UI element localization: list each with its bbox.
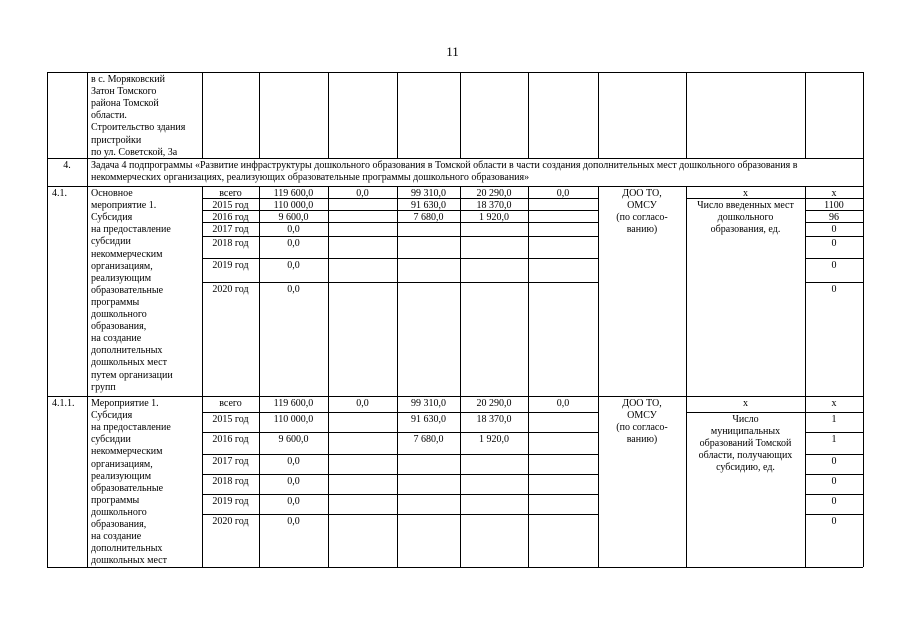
row-divider	[202, 474, 598, 475]
section-name-line: Субсидия	[91, 212, 133, 224]
other-cell: 0,0	[556, 398, 570, 409]
total-cell: 0,0	[287, 238, 300, 249]
period-cell: 2019 год	[212, 496, 249, 507]
executor-line: ДОО ТО,	[622, 188, 662, 199]
period-cell: 2016 год	[212, 212, 249, 223]
section-name-line: на создание	[91, 333, 142, 345]
period-cell: всего	[219, 188, 242, 199]
grid-line	[528, 186, 529, 396]
section-top	[47, 186, 863, 187]
section-name-line: групп	[91, 381, 116, 393]
value-cell: 0	[831, 260, 837, 271]
grid-line	[87, 396, 88, 567]
section-name-line: субсидии	[91, 434, 131, 446]
local-cell: 18 370,0	[476, 200, 512, 211]
section-name-line: Основное	[91, 188, 133, 199]
executor-line: ванию)	[626, 434, 658, 446]
top-row-text: пристройки	[91, 134, 142, 146]
grid-line	[328, 186, 329, 396]
grid-line	[397, 72, 398, 158]
executor-line: (по согласо-	[616, 422, 668, 434]
local-cell: 1 920,0	[479, 212, 509, 223]
grid-line	[686, 72, 687, 158]
section-name-line: образовательные	[91, 482, 164, 494]
top-row-text: района Томской	[91, 98, 159, 110]
period-cell: 2018 год	[212, 238, 249, 249]
grid-line	[863, 186, 864, 396]
section-name-line: дошкольных мест	[91, 555, 167, 567]
grid-line	[87, 158, 88, 186]
section-name-line: реализующим	[91, 470, 152, 482]
total-cell: 9 600,0	[278, 212, 309, 223]
value-cell: 1	[831, 434, 837, 445]
total-cell: 110 000,0	[273, 200, 314, 211]
row-divider	[202, 282, 598, 283]
period-cell: 2016 год	[212, 434, 249, 445]
section-name-line: Субсидия	[91, 410, 133, 422]
executor-line: ОМСУ	[627, 410, 657, 422]
grid-line	[863, 396, 864, 567]
section-name-line: некоммерческим	[91, 248, 163, 260]
value-cell: 1100	[824, 200, 844, 211]
section-name-line: дополнительных	[91, 345, 163, 357]
row-divider	[805, 236, 863, 237]
task-row-top	[47, 158, 863, 159]
grid-line	[863, 72, 864, 158]
row-divider	[202, 454, 598, 455]
total-cell: 0,0	[287, 476, 300, 487]
executor-line: ДОО ТО,	[622, 398, 662, 409]
executor-line: ванию)	[626, 224, 658, 236]
regional-cell: 91 630,0	[411, 200, 446, 211]
section-name-line: реализующим	[91, 272, 152, 284]
section-name-line: образовательные	[91, 284, 164, 296]
regional-cell: 7 680,0	[413, 434, 444, 445]
section-name-line: организациям,	[91, 458, 153, 470]
section-number: 4.1.	[52, 188, 67, 199]
grid-line	[47, 186, 48, 396]
grid-line	[528, 72, 529, 158]
grid-line	[259, 72, 260, 158]
federal-cell: 0,0	[356, 188, 369, 199]
section-name-line: на предоставление	[91, 224, 171, 236]
row-divider	[805, 258, 863, 259]
row-divider	[805, 282, 863, 283]
section-name-line: образования,	[91, 321, 147, 333]
period-cell: 2018 год	[212, 476, 249, 487]
regional-cell: 7 680,0	[413, 212, 444, 223]
top-row-text: в с. Моряковский	[91, 74, 165, 85]
row-divider	[805, 474, 863, 475]
top-row-text: по ул. Советской, 3а	[91, 146, 178, 158]
total-cell: 119 600,0	[273, 398, 314, 409]
regional-cell: 91 630,0	[411, 414, 446, 425]
section-name-line: путем организации	[91, 369, 173, 381]
row-divider	[805, 432, 863, 433]
section-name-line: некоммерческим	[91, 446, 163, 458]
grid-line	[47, 396, 48, 567]
total-cell: 0,0	[287, 516, 300, 527]
value-cell: 0	[831, 496, 837, 507]
local-cell: 18 370,0	[476, 414, 512, 425]
period-cell: 2019 год	[212, 260, 249, 271]
local-cell: 20 290,0	[476, 188, 512, 199]
value-cell: х	[831, 398, 837, 409]
row-divider	[805, 514, 863, 515]
section-name-line: программы	[91, 296, 140, 308]
row-divider	[202, 236, 598, 237]
value-cell: 0	[831, 238, 837, 249]
section-name-line: дошкольного	[91, 506, 147, 518]
task-number: 4.	[63, 160, 71, 171]
row-divider	[202, 412, 598, 413]
section-name-line: на создание	[91, 531, 142, 543]
row-divider	[805, 494, 863, 495]
total-cell: 0,0	[287, 224, 300, 235]
indicator-line: дошкольного	[717, 212, 774, 224]
row-divider	[202, 258, 598, 259]
value-cell: 1	[831, 414, 837, 425]
section-name-line: программы	[91, 494, 140, 506]
grid-line	[202, 72, 203, 158]
task-title-line: Задача 4 подпрограммы «Развитие инфраструктуры дошкольного образования в Томской области в части создания дополнительных мест дошкольного образования в	[91, 160, 798, 171]
period-cell: 2015 год	[212, 200, 249, 211]
section-name-line: дошкольных мест	[91, 357, 167, 369]
indicator-head: х	[743, 398, 748, 409]
bottom-border	[47, 567, 863, 568]
grid-line	[87, 186, 88, 396]
grid-line	[328, 396, 329, 567]
period-cell: всего	[219, 398, 242, 409]
row-divider	[202, 432, 598, 433]
value-cell: 96	[829, 212, 839, 223]
federal-cell: 0,0	[356, 398, 369, 409]
grid-line	[598, 72, 599, 158]
value-cell: 0	[831, 456, 837, 467]
indicator-line: Число введенных мест	[697, 200, 794, 211]
value-cell: 0	[831, 224, 837, 235]
indicator-line: образования, ед.	[710, 224, 781, 236]
value-cell: х	[831, 188, 837, 199]
section-top	[47, 396, 863, 397]
grid-line	[863, 158, 864, 186]
section-name-line: мероприятие 1.	[91, 200, 157, 212]
section-name-line: Мероприятие 1.	[91, 398, 159, 409]
value-cell: 0	[831, 476, 837, 487]
grid-line	[328, 72, 329, 158]
period-cell: 2020 год	[212, 284, 249, 295]
total-cell: 0,0	[287, 496, 300, 507]
section-name-line: субсидии	[91, 236, 131, 248]
other-cell: 0,0	[556, 188, 570, 199]
total-cell: 110 000,0	[273, 414, 314, 425]
page-number: 11	[446, 44, 459, 59]
regional-cell: 99 310,0	[411, 398, 446, 409]
total-cell: 0,0	[287, 260, 300, 271]
grid-line	[528, 396, 529, 567]
grid-line	[47, 72, 48, 158]
local-cell: 1 920,0	[479, 434, 509, 445]
period-cell: 2015 год	[212, 414, 249, 425]
value-cell: 0	[831, 516, 837, 527]
top-row-text: Строительство здания	[91, 122, 186, 134]
section-number: 4.1.1.	[52, 398, 75, 409]
grid-line	[87, 72, 88, 158]
total-cell: 0,0	[287, 456, 300, 467]
executor-line: ОМСУ	[627, 200, 657, 212]
indicator-line: субсидию, ед.	[716, 462, 775, 474]
section-name-line: на предоставление	[91, 422, 171, 434]
top-row-text: Затон Томского	[91, 86, 157, 98]
period-cell: 2020 год	[212, 516, 249, 527]
row-divider	[805, 454, 863, 455]
period-cell: 2017 год	[212, 224, 249, 235]
period-cell: 2017 год	[212, 456, 249, 467]
local-cell: 20 290,0	[476, 398, 512, 409]
total-cell: 119 600,0	[273, 188, 314, 199]
task-title-line: некоммерческих организациях, реализующих образовательные программы дошкольного образования»	[91, 172, 530, 183]
row-divider	[686, 412, 805, 413]
top-border	[47, 72, 863, 73]
row-divider	[202, 494, 598, 495]
regional-cell: 99 310,0	[411, 188, 446, 199]
executor-line: (по согласо-	[616, 212, 668, 224]
total-cell: 0,0	[287, 284, 300, 295]
section-name-line: дополнительных	[91, 543, 163, 555]
indicator-line: муниципальных	[710, 426, 781, 438]
indicator-line: образований Томской	[699, 438, 792, 450]
grid-line	[805, 72, 806, 158]
indicator-line: области, получающих	[698, 450, 793, 462]
indicator-head: х	[743, 188, 748, 199]
section-name-line: образования,	[91, 519, 147, 530]
value-cell: 0	[831, 284, 837, 295]
top-row-text: области.	[91, 110, 127, 122]
indicator-line: Число	[732, 414, 759, 425]
row-divider	[202, 514, 598, 515]
row-divider	[805, 412, 863, 413]
total-cell: 9 600,0	[278, 434, 309, 445]
section-name-line: дошкольного	[91, 309, 147, 320]
grid-line	[460, 72, 461, 158]
section-name-line: организациям,	[91, 260, 153, 272]
